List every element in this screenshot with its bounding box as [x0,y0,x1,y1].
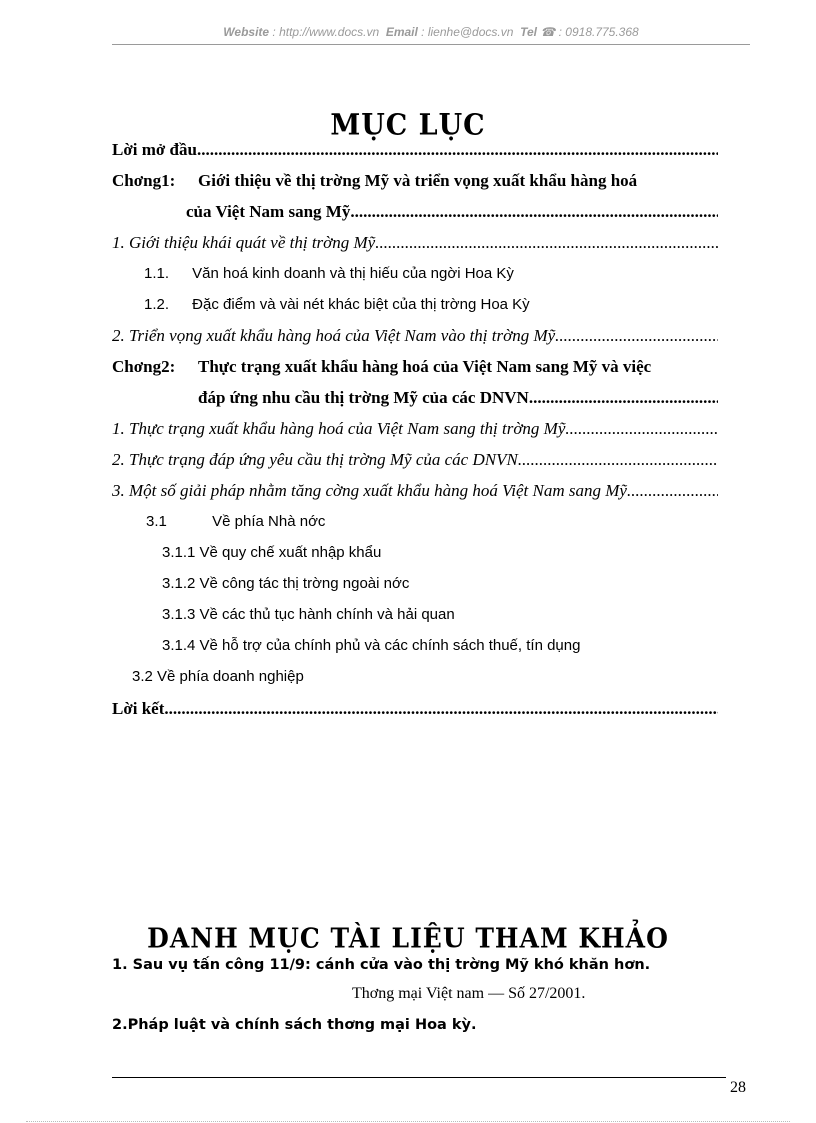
toc-subsection-3-2: 3.2 Về phía doanh nghiệp [132,668,304,685]
toc-section-2-2 [112,450,718,470]
toc-subsection-3-1 [146,513,325,530]
toc-entry-intro [112,140,718,160]
dot-leader [164,699,718,719]
tel-value: : 0918.775.368 [558,25,639,39]
tel-label: Tel [520,25,537,39]
toc-title: MỤC LỤC [330,108,486,143]
section-label: 1. Giới thiệu khái quát về thị trờng Mỹ [112,233,376,252]
dot-leader [518,450,718,470]
section-label: 2. Triển vọng xuất khẩu hàng hoá của Việt Nam vào thị trờng Mỹ [112,326,556,345]
page-header [112,22,750,45]
chapter-label: Chơng2: [112,357,176,376]
toc-section-1-1 [112,233,718,253]
chapter-title-cont: đáp ứng nhu cầu thị trờng Mỹ của các DNVN [198,388,529,407]
toc-chapter2-heading [112,357,651,377]
toc-subsection-3-1-4: 3.1.4 Về hỗ trợ của chính phủ và các chính sách thuế, tín dụng [162,637,581,654]
page-number: 28 [730,1079,746,1096]
toc-chapter2-heading-cont [198,388,718,408]
subsection-number: 1.2. [144,296,170,313]
toc-subsection-1-1-1 [144,265,514,282]
dot-leader [565,419,718,439]
toc-section-2-1 [112,419,718,439]
toc-section-1-2 [112,326,718,346]
subsection-label: Đặc điểm và vài nét khác biệt của thị trờng Hoa Kỳ [192,296,530,313]
toc-entry-label: Lời kết [112,699,165,718]
reference-item-2: 2.Pháp luật và chính sách thơng mại Hoa kỳ. [112,1017,477,1033]
toc-subsection-3-1-2: 3.1.2 Về công tác thị trờng ngoài nớc [162,575,410,592]
section-label: 1. Thực trạng xuất khẩu hàng hoá của Việt Nam sang thị trờng Mỹ [112,419,566,438]
toc-subsection-3-1-3: 3.1.3 Về các thủ tục hành chính và hải quan [162,606,455,623]
dot-leader [197,140,718,160]
subsection-label: Về phía Nhà nớc [212,513,326,530]
dot-leader [529,388,718,408]
section-label: 3. Một số giải pháp nhằm tăng cờng xuất khẩu hàng hoá Việt Nam sang Mỹ [112,481,627,500]
email-value: : lienhe@docs.vn [421,25,514,39]
toc-entry-conclusion [112,699,718,719]
section-label: 2. Thực trạng đáp ứng yêu cầu thị trờng Mỹ của các DNVN [112,450,518,469]
chapter-label: Chơng1: [112,171,176,190]
dot-leader [555,326,718,346]
footer-rule [112,1077,726,1078]
page-bottom-border [26,1121,790,1122]
toc-subsection-3-1-1: 3.1.1 Về quy chế xuất nhập khẩu [162,544,382,561]
dot-leader [350,202,718,222]
toc-chapter1-heading [112,171,637,191]
toc-chapter1-heading-cont [186,202,718,222]
dot-leader [627,481,718,501]
toc-subsection-1-1-2 [144,296,530,313]
references-title: DANH MỤC TÀI LIỆU THAM KHẢO [147,922,669,955]
website-value: : http://www.docs.vn [272,25,380,39]
reference-item-1-source: Thơng mại Việt nam — Số 27/2001. [352,985,586,1002]
reference-item-1: 1. Sau vụ tấn công 11/9: cánh cửa vào thị trờng Mỹ khó khăn hơn. [112,957,651,973]
chapter-title-cont: của Việt Nam sang Mỹ [186,202,351,221]
subsection-number: 1.1. [144,265,170,282]
email-label: Email [385,25,418,39]
phone-icon: ☎ [540,25,556,39]
dot-leader [375,233,718,253]
chapter-title: Giới thiệu về thị trờng Mỹ và triển vọng xuất khẩu hàng hoá [198,171,638,190]
subsection-number: 3.1 [146,513,167,530]
website-label: Website [223,25,270,39]
toc-section-2-3 [112,481,718,501]
subsection-label: Văn hoá kinh doanh và thị hiếu của ngời Hoa Kỳ [192,265,514,282]
chapter-title: Thực trạng xuất khẩu hàng hoá của Việt Nam sang Mỹ và việc [198,357,652,376]
toc-entry-label: Lời mở đầu [112,140,197,159]
